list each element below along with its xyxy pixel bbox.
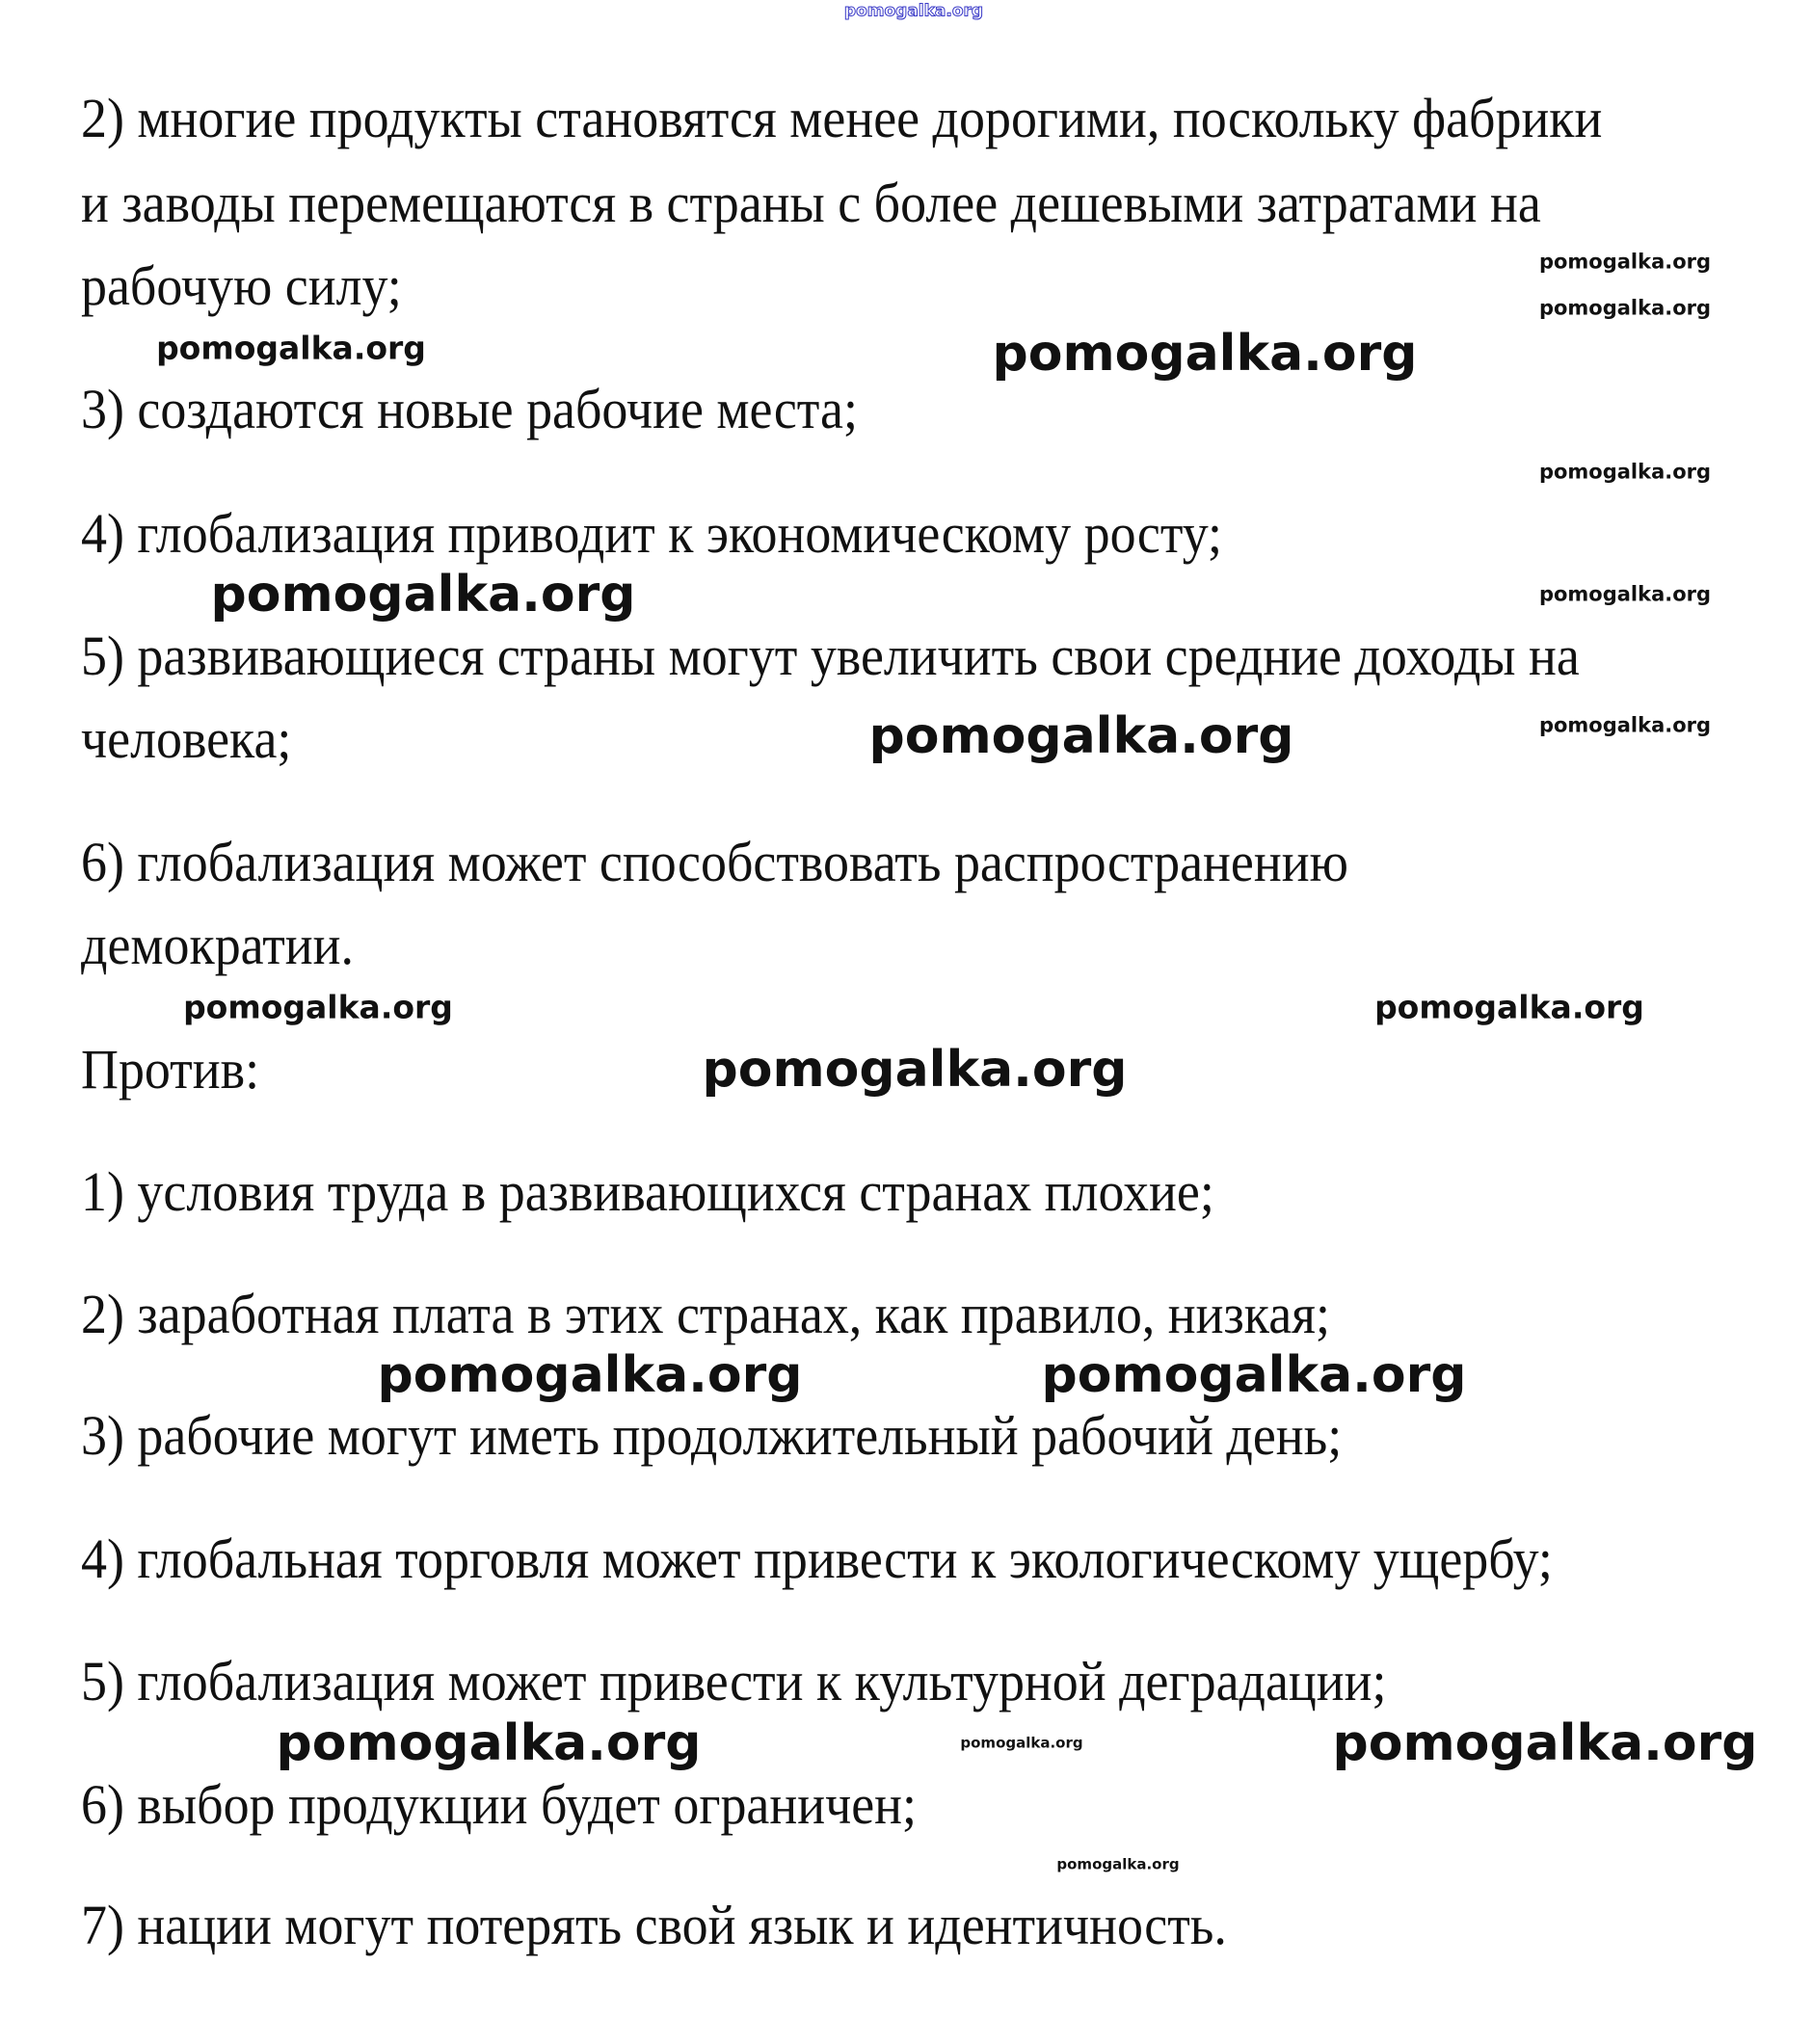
text-line: 5) глобализация может привести к культурной деградации; xyxy=(81,1650,1387,1712)
text-line: человека; xyxy=(81,707,292,770)
watermark: pomogalka.org xyxy=(183,988,453,1026)
text-line: 7) нации могут потерять свой язык и идентичность. xyxy=(81,1894,1227,1956)
watermark: pomogalka.org xyxy=(1374,988,1644,1026)
text-line: и заводы перемещаются в страны с более дешевыми затратами на xyxy=(81,172,1541,234)
watermark: pomogalka.org xyxy=(276,1714,702,1772)
watermark: pomogalka.org xyxy=(156,329,426,367)
watermark: pomogalka.org xyxy=(1538,250,1712,274)
text-line: 4) глобализация приводит к экономическому росту; xyxy=(81,502,1222,565)
watermark: pomogalka.org xyxy=(1538,713,1712,737)
watermark: pomogalka.org xyxy=(1538,582,1712,606)
text-line: демократии. xyxy=(81,914,355,976)
watermark: pomogalka.org xyxy=(1041,1346,1467,1404)
text-line: 2) многие продукты становятся менее дорогими, поскольку фабрики xyxy=(81,87,1603,149)
watermark: pomogalka.org xyxy=(1056,1855,1180,1873)
watermark: pomogalka.org xyxy=(1538,460,1712,484)
watermark: pomogalka.org xyxy=(1538,296,1712,320)
watermark: pomogalka.org xyxy=(960,1734,1083,1752)
watermark: pomogalka.org xyxy=(868,707,1294,765)
text-line: 4) глобальная торговля может привести к экологическому ущербу; xyxy=(81,1527,1553,1590)
text-line: 1) условия труда в развивающихся странах плохие; xyxy=(81,1160,1214,1223)
watermark: pomogalka.org xyxy=(377,1346,803,1404)
watermark: pomogalka.org xyxy=(992,325,1418,383)
watermark: pomogalka.org xyxy=(702,1041,1128,1099)
watermark: pomogalka.org xyxy=(210,566,636,624)
text-line: 5) развивающиеся страны могут увеличить свои средние доходы на xyxy=(81,624,1580,687)
text-line: 3) создаются новые рабочие места; xyxy=(81,378,858,440)
text-line: 2) заработная плата в этих странах, как правило, низкая; xyxy=(81,1283,1330,1345)
text-line: рабочую силу; xyxy=(81,254,402,317)
watermark: pomogalka.org xyxy=(843,1,984,21)
section-heading-against: Против: xyxy=(81,1038,260,1101)
text-line: 6) выбор продукции будет ограничен; xyxy=(81,1773,918,1836)
text-line: 6) глобализация может способствовать распространению xyxy=(81,831,1348,893)
text-line: 3) рабочие могут иметь продолжительный рабочий день; xyxy=(81,1404,1343,1467)
watermark: pomogalka.org xyxy=(1332,1714,1758,1772)
